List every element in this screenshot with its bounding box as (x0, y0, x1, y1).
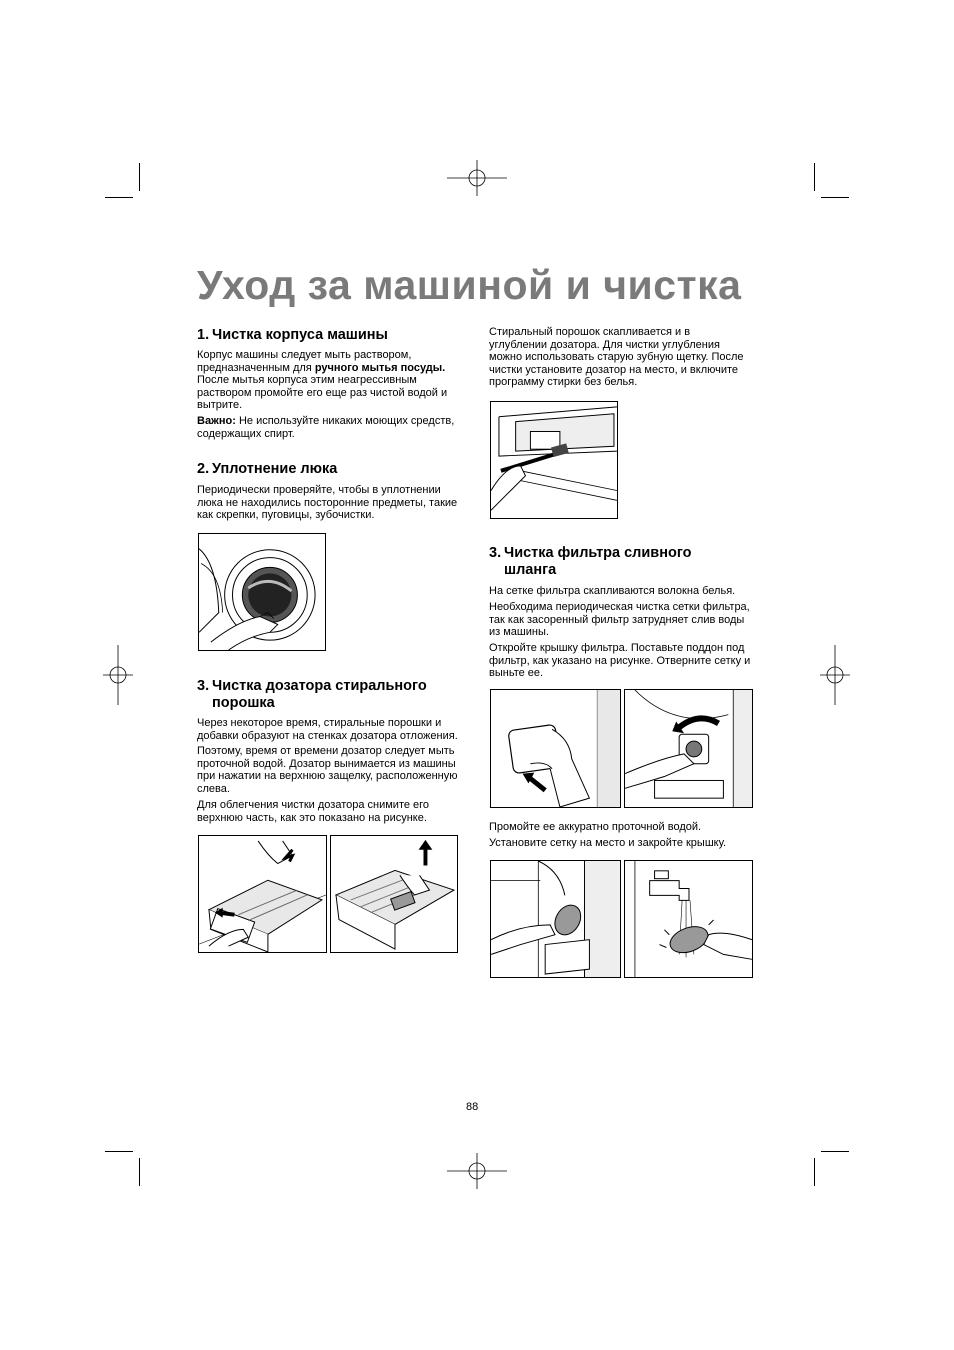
page-number: 88 (466, 1101, 479, 1113)
door-seal-illustration (198, 533, 326, 651)
filter-remove-illustration (490, 860, 621, 978)
section-heading: 3. Чистка фильтра сливного шланга (489, 545, 692, 578)
section-heading: 3. Чистка дозатора стирального порошка (197, 678, 427, 711)
dispenser-removal-illustration (198, 835, 327, 953)
paragraph: Откройте крышку фильтра. Поставьте поддон под фильтр, как указано на рисунке. Отверните сетку и выньте ее. (489, 642, 751, 680)
paragraph: Для облегчения чистки дозатора снимите его верхнюю часть, как это показано на рисунке. (197, 799, 430, 824)
paragraph: Промойте ее аккуратно проточной водой. (489, 821, 702, 833)
paragraph: Периодически проверяйте, чтобы в уплотнении люка не находились посторонние предметы, такие как скрепки, пуговицы, зубочистки. (197, 484, 458, 522)
registration-mark-icon (820, 645, 850, 705)
filter-unscrew-illustration (624, 689, 753, 808)
paragraph: Через некоторое время, стиральные порошки и добавки образуют на стенках дозатора отложения. (197, 717, 458, 742)
section-heading: 1. Чистка корпуса машины (197, 327, 388, 343)
page-title: Уход за машиной и чистка (197, 262, 742, 308)
filter-rinse-illustration (624, 860, 753, 978)
section-heading: 2. Уплотнение люка (197, 461, 338, 477)
paragraph: Корпус машины следует мыть раствором, предназначенным для ручного мытья посуды. После мытья корпуса этим неагрессивным раствором промойте его еще раз чистой водой и вытрите. (197, 349, 448, 412)
registration-mark-icon (103, 645, 133, 705)
paragraph: Стиральный порошок скапливается и в углублении дозатора. Для чистки углубления можно использовать старую зубную щетку. После чистки установите дозатор на место, и включите программу стирки без белья. (489, 326, 744, 389)
dispenser-brush-illustration (490, 401, 618, 519)
paragraph: На сетке фильтра скапливаются волокна белья. (489, 585, 736, 597)
registration-mark-icon (447, 160, 507, 196)
paragraph: Установите сетку на место и закройте крышку. (489, 837, 727, 849)
paragraph: Необходима периодическая чистка сетки фильтра, так как засоренный фильтр затрудняет слив воды из машины. (489, 601, 750, 639)
dispenser-top-removal-illustration (330, 835, 458, 953)
registration-mark-icon (447, 1153, 507, 1189)
filter-cover-illustration (490, 689, 621, 808)
paragraph: Поэтому, время от времени дозатор следует мыть проточной водой. Дозатор вынимается из машины при нажатии на верхнюю защелку, расположенную слева. (197, 745, 458, 795)
paragraph: Важно: Не используйте никаких моющих средств, содержащих спирт. (197, 415, 455, 440)
